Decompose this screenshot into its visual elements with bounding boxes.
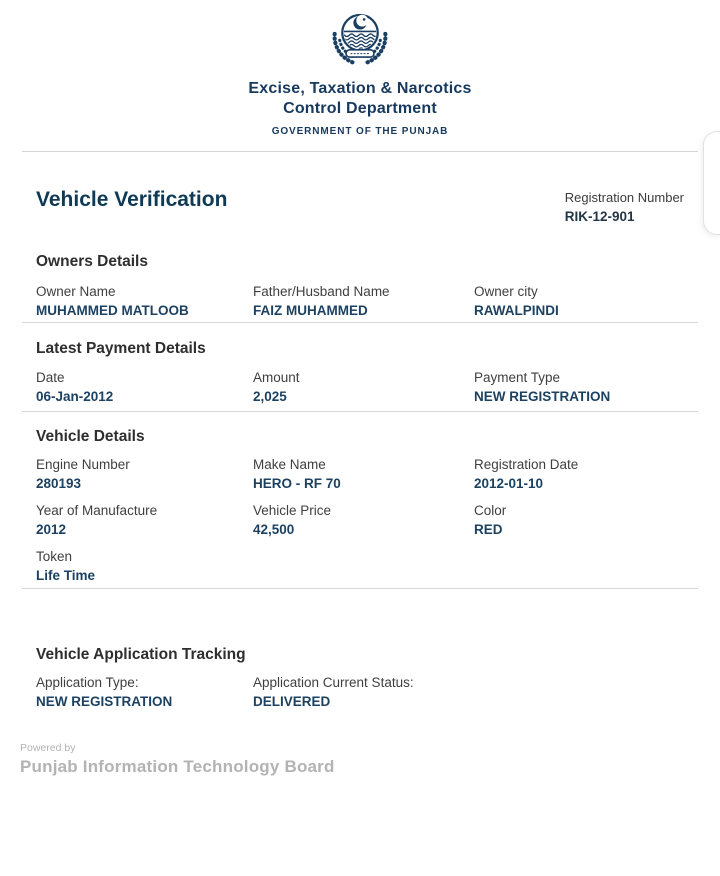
field-value: NEW REGISTRATION — [474, 389, 611, 404]
application-type-field — [36, 673, 253, 711]
payment-details-heading: Latest Payment Details — [36, 340, 206, 357]
field-label: Token — [36, 549, 73, 564]
punjab-emblem-icon — [322, 6, 398, 72]
page-title: Vehicle Verification — [36, 188, 228, 211]
application-tracking-heading: Vehicle Application Tracking — [36, 646, 246, 663]
field-label: Year of Manufacture — [36, 503, 158, 518]
verification-result — [0, 152, 720, 777]
payment-amount-field — [253, 368, 474, 406]
field-value: 2012-01-10 — [474, 476, 544, 491]
field-label: Father/Husband Name — [253, 284, 390, 299]
application-status-field — [253, 673, 474, 711]
government-subtitle: GOVERNMENT OF THE PUNJAB — [271, 126, 449, 137]
field-value: MUHAMMED MATLOOB — [36, 303, 189, 318]
registration-number-block — [565, 188, 684, 227]
department-name-line2: Control Department — [283, 100, 437, 117]
owners-details-grid — [0, 282, 720, 320]
field-label: Vehicle Price — [253, 503, 332, 518]
field-label: Engine Number — [36, 457, 130, 472]
registration-number-label: Registration Number — [564, 190, 684, 205]
section-divider — [22, 588, 698, 589]
year-of-manufacture-field — [36, 501, 253, 539]
field-label: Date — [36, 370, 65, 385]
field-value: Life Time — [36, 568, 96, 583]
field-label: Application Type: — [36, 675, 139, 690]
field-label: Registration Date — [474, 457, 579, 472]
floating-side-widget[interactable] — [703, 131, 720, 235]
registration-number-value: RIK-12-901 — [564, 209, 635, 224]
owner-name-field — [36, 282, 253, 320]
vehicle-details-grid — [0, 455, 720, 585]
section-divider — [22, 411, 698, 412]
field-value: 06-Jan-2012 — [36, 389, 114, 404]
field-label: Make Name — [253, 457, 326, 472]
field-value: 2,025 — [253, 389, 287, 404]
department-header — [0, 0, 720, 137]
vehicle-details-heading: Vehicle Details — [36, 428, 145, 445]
token-field — [36, 547, 253, 585]
field-label: Application Current Status: — [253, 675, 414, 690]
footer — [0, 741, 720, 777]
footer-organization: Punjab Information Technology Board — [20, 757, 335, 776]
field-value: 2012 — [36, 522, 67, 537]
powered-by-label: Powered by — [20, 742, 76, 754]
owner-city-field — [474, 282, 684, 320]
section-divider — [22, 322, 698, 323]
field-label: Owner Name — [36, 284, 116, 299]
field-value: FAIZ MUHAMMED — [253, 303, 368, 318]
department-name-line1: Excise, Taxation & Narcotics — [248, 80, 472, 97]
field-value: HERO - RF 70 — [253, 476, 341, 491]
application-tracking-grid — [0, 673, 720, 711]
vehicle-price-field — [253, 501, 474, 539]
engine-number-field — [36, 455, 253, 493]
field-label: Amount — [253, 370, 300, 385]
color-field — [474, 501, 684, 539]
field-value: DELIVERED — [253, 694, 331, 709]
make-name-field — [253, 455, 474, 493]
payment-details-grid — [0, 368, 720, 406]
field-value: RAWALPINDI — [474, 303, 559, 318]
field-value: 42,500 — [253, 522, 295, 537]
field-label: Payment Type — [474, 370, 561, 385]
payment-date-field — [36, 368, 253, 406]
father-husband-name-field — [253, 282, 474, 320]
owners-details-heading: Owners Details — [36, 253, 148, 270]
field-label: Color — [474, 503, 507, 518]
field-value: NEW REGISTRATION — [36, 694, 173, 709]
field-label: Owner city — [474, 284, 538, 299]
field-value: RED — [474, 522, 503, 537]
field-value: 280193 — [36, 476, 82, 491]
registration-date-field — [474, 455, 684, 493]
payment-type-field — [474, 368, 684, 406]
